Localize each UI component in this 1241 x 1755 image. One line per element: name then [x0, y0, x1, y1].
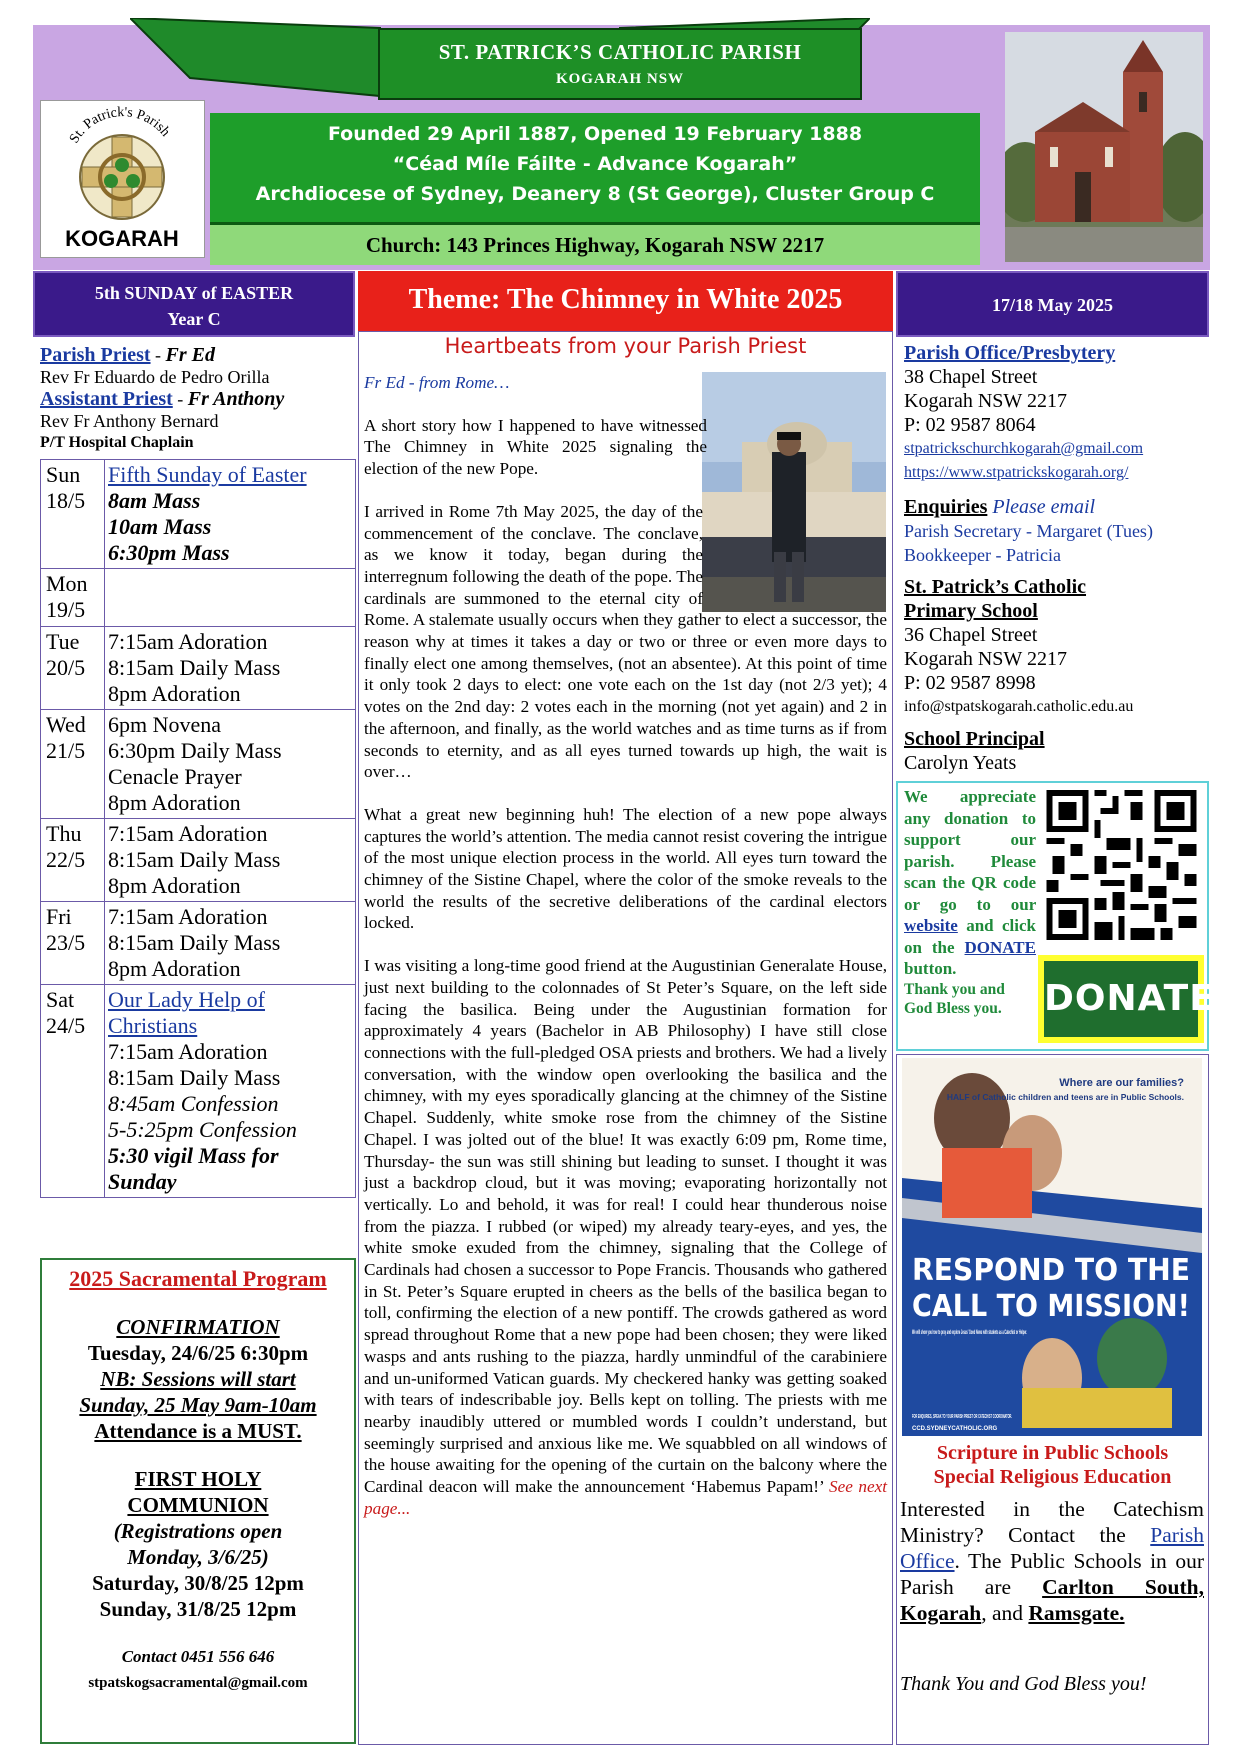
celtic-cross-icon — [41, 101, 204, 257]
school-title-1: St. Patrick’s Catholic — [904, 576, 1087, 598]
donation-text-2: and click on the — [904, 916, 1037, 957]
school-suburb: Kogarah NSW 2217 — [904, 648, 1067, 670]
sacramental-title: 2025 Sacramental Program — [69, 1266, 327, 1291]
sre-text — [900, 1496, 1204, 1626]
schedule-event: 5:30 vigil Mass for Sunday — [108, 1143, 279, 1194]
schedule-event: 8am Mass — [108, 488, 201, 513]
article-paragraph — [364, 501, 887, 783]
parish-name-banner — [378, 28, 862, 100]
schedule-day-date: 21/5 — [46, 738, 86, 763]
poster-question: Where are our families? — [1059, 1077, 1184, 1089]
office-street: 38 Chapel Street — [904, 366, 1038, 388]
liturgical-sunday-box — [33, 271, 355, 337]
fhc-date-2: Sunday, 31/8/25 12pm — [99, 1597, 297, 1621]
sre-text-2: . The Public Schools in our Parish are — [900, 1549, 1204, 1599]
schedule-event: 6:30pm Daily Mass — [108, 738, 282, 763]
sre-school-kogarah: Kogarah — [900, 1601, 982, 1625]
theme-title: Theme: The Chimney in White 2025 — [358, 271, 893, 331]
church-address: Church: 143 Princes Highway, Kogarah NSW 2217 — [210, 225, 980, 265]
office-title[interactable]: Parish Office/Presbytery — [904, 342, 1116, 364]
schedule-event: 6pm Novena — [108, 712, 222, 737]
donation-text-3: button. — [904, 959, 957, 978]
parish-office-section — [904, 341, 1204, 775]
schedule-event: 8pm Adoration — [108, 790, 241, 815]
donation-thanks: Thank you and God Bless you. — [904, 980, 1005, 1017]
sacramental-email[interactable]: stpatskogsacramental@gmail.com — [88, 1675, 308, 1691]
enquiries-note: Please email — [992, 496, 1096, 518]
call-to-mission-poster — [902, 1058, 1202, 1436]
parish-location: KOGARAH NSW — [555, 71, 685, 87]
article-paragraph: What a great new beginning huh! The election of a new pope always captures the world’s attention. The media cannot resist covering the intrigue of the most unique election process in the world. All eyes turn toward the chimney of the Sistine Chapel, where the color of the smoke reveals to the world the results of the secretive deliberations of the cardinal electors locked. — [364, 804, 887, 933]
donate-button[interactable]: DONATE — [1044, 961, 1198, 1037]
schedule-day-date: 23/5 — [46, 930, 86, 955]
article-paragraph-text: I arrived in Rome 7th May 2025, the day of the commencement of the conclave. The conclave, as we know it today, began during the interregnum following the death of the pope. The cardinals are summoned to the eternal city of Rome. A stalemate usually occurs when they gather to elect a successor, the reason why at times it takes a day or two or three or even more days to finally elect one among themselves, (not an absentee). At this point of time it only took 2 days to elect: one vote each on the 1st day (not 2/3 yet); 4 votes on the 2nd day: 2 votes each in the morning (not yet again) and 2 in the afternoon, and finally, as the world watches and as time turns as if from seconds to eternity, and as all eyes turned towards up high, the wait is over… — [364, 501, 887, 782]
sre-thanks: Thank You and God Bless you! — [900, 1673, 1147, 1695]
founded-text: Founded 29 April 1887, Opened 19 February 1888 — [327, 123, 863, 145]
parish-name: ST. PATRICK’S CATHOLIC PARISH — [438, 40, 802, 64]
article-body — [364, 372, 887, 1540]
school-title-2: Primary School — [904, 600, 1038, 622]
school-phone: P: 02 9587 8998 — [904, 672, 1036, 694]
schedule-day — [41, 985, 105, 1198]
assistant-priest-name: Rev Fr Anthony Bernard — [40, 411, 219, 431]
parish-priest-short: Fr Ed — [165, 344, 215, 366]
church-photo — [1005, 32, 1203, 262]
confirmation-nb: NB: Sessions will start — [100, 1367, 296, 1391]
schedule-event: 8pm Adoration — [108, 873, 241, 898]
motto-text: “Céad Míle Fáilte - Advance Kogarah” — [392, 153, 798, 175]
schedule-day-date: 19/5 — [46, 597, 86, 622]
fhc-date-1: Saturday, 30/8/25 12pm — [92, 1571, 304, 1595]
confirmation-attendance: Attendance is a MUST. — [94, 1419, 302, 1443]
schedule-event: 8:45am Confession — [108, 1091, 279, 1116]
donation-donate-link[interactable]: DONATE — [964, 937, 1036, 957]
schedule-row — [41, 710, 356, 819]
enquiries-heading: Enquiries — [904, 496, 988, 518]
schedule-day — [41, 627, 105, 710]
donation-text-1: We appreciate any donation to support our parish. Please scan the QR code or go to our — [904, 787, 1036, 914]
schedule-day-name: Tue — [46, 629, 80, 654]
office-suburb: Kogarah NSW 2217 — [904, 390, 1067, 412]
principal-heading: School Principal — [904, 728, 1045, 750]
poster-graphic — [902, 1058, 1202, 1436]
schedule-event: 8pm Adoration — [108, 681, 241, 706]
schedule-day — [41, 819, 105, 902]
poster-headline-1: RESPOND TO THE — [912, 1253, 1190, 1288]
sre-parish-office-link[interactable]: Parish Office — [900, 1523, 1204, 1573]
schedule-events — [105, 627, 356, 710]
chaplain-note: P/T Hospital Chaplain — [40, 434, 194, 451]
schedule-event: Cenacle Prayer — [108, 764, 242, 789]
parish-priest-link[interactable]: Parish Priest — [40, 344, 151, 366]
sre-school-ramsgate: Ramsgate. — [1028, 1601, 1125, 1625]
schedule-day-date: 20/5 — [46, 655, 86, 680]
schedule-event: 6:30pm Mass — [108, 540, 230, 565]
schedule-day — [41, 902, 105, 985]
schedule-day-name: Fri — [46, 904, 72, 929]
clergy-section: Parish Priest - Fr Ed Rev Fr Eduardo de Pedro Orilla Assistant Priest - Fr Anthony Rev Fr Anthony Bernard P/T Hospital Chaplain — [40, 344, 358, 454]
sre-title-1: Scripture in Public Schools — [936, 1442, 1169, 1464]
confirmation-session: Sunday, 25 May 9am-10am — [79, 1393, 317, 1417]
fhc-registration-2: Monday, 3/6/25) — [127, 1545, 269, 1569]
sunday-title: 5th SUNDAY of EASTER — [94, 283, 294, 303]
schedule-day-name: Wed — [46, 712, 86, 737]
schedule-row — [41, 569, 356, 627]
parish-logo — [40, 100, 205, 258]
office-email-link[interactable]: stpatrickschurchkogarah@gmail.com — [904, 440, 1144, 457]
see-next-page-link[interactable]: See next page... — [364, 1477, 887, 1518]
schedule-events — [105, 710, 356, 819]
article-paragraph — [364, 955, 887, 1519]
schedule-event: 8pm Adoration — [108, 956, 241, 981]
schedule-row — [41, 627, 356, 710]
sre-title — [896, 1441, 1209, 1489]
schedule-events — [105, 460, 356, 569]
schedule-events — [105, 985, 356, 1198]
sre-title-2: Special Religious Education — [933, 1466, 1172, 1488]
sre-text-3: , and — [981, 1601, 1024, 1625]
article-from: Fr Ed - from Rome… — [364, 373, 510, 392]
schedule-row — [41, 985, 356, 1198]
schedule-event: 5-5:25pm Confession — [108, 1117, 297, 1142]
poster-subtext: We will show you how to pray and explore Jesus’ Good News with students as a Catechist or Helper. — [912, 1330, 1028, 1336]
sre-text-1: Interested in the Catechism Ministry? Contact the — [900, 1497, 1204, 1547]
school-email[interactable]: info@stpatskogarah.catholic.edu.au — [904, 698, 1134, 715]
schedule-day — [41, 710, 105, 819]
logo-ring-text: St. Patrick's Parish — [66, 105, 173, 147]
assistant-priest-link[interactable]: Assistant Priest — [40, 388, 173, 410]
qr-code-icon[interactable] — [1045, 790, 1198, 940]
schedule-event: 7:15am Adoration — [108, 629, 268, 654]
schedule-event: 7:15am Adoration — [108, 904, 268, 929]
sacramental-program-box — [40, 1258, 356, 1744]
feast-day-link[interactable]: Our Lady Help of Christians — [108, 987, 266, 1038]
sacramental-contact: Contact 0451 556 646 — [121, 1647, 275, 1666]
schedule-events — [105, 902, 356, 985]
parish-priest-name: Rev Fr Eduardo de Pedro Orilla — [40, 367, 270, 387]
confirmation-heading: CONFIRMATION — [116, 1315, 280, 1339]
article-paragraph: A short story how I happened to have witnessed The Chimney in White 2025 signaling the election of the new Pope. — [364, 415, 707, 479]
schedule-event: 10am Mass — [108, 514, 212, 539]
fhc-heading-1: FIRST HOLY — [134, 1467, 262, 1491]
article-heading: Heartbeats from your Parish Priest — [444, 334, 807, 358]
schedule-day-name: Thu — [46, 821, 82, 846]
secretary-text: Parish Secretary - Margaret (Tues) — [904, 521, 1153, 541]
poster-url: CCD.SYDNEYCATHOLIC.ORG — [912, 1426, 998, 1432]
schedule-row — [41, 902, 356, 985]
bulletin-date: 17/18 May 2025 — [896, 271, 1209, 337]
poster-headline-2: CALL TO MISSION! — [912, 1289, 1190, 1324]
schedule-day — [41, 569, 105, 627]
schedule-day-name: Sun — [46, 462, 81, 487]
donation-text — [904, 786, 1036, 1018]
bookkeeper-text: Bookkeeper - Patricia — [904, 545, 1061, 565]
logo-text: KOGARAH — [65, 226, 179, 251]
feast-day-link[interactable]: Fifth Sunday of Easter — [108, 462, 307, 487]
schedule-day-name: Sat — [46, 987, 75, 1012]
schedule-event: 7:15am Adoration — [108, 821, 268, 846]
parish-info-box — [210, 113, 980, 225]
schedule-event: 8:15am Daily Mass — [108, 1065, 281, 1090]
donation-website-link[interactable]: website — [904, 916, 958, 935]
article-paragraph-text: I was visiting a long-time good friend at the Augustinian Generalate House, just next building to the colonnades of St Peter’s Square, on the left side facing the basilica. Being under the Augustinian formation for approximately 4 years (Bachelor in AB Philosophy) I have still close connections with the full-pledged OSA priests and brothers. We had a lively conversation, with the window open overlooking the basilica and the chimney, with my eyes sporadically glancing at the chimney of the Sistine Chapel. Suddenly, white smoke rose from the chimney of the Sistine Chapel. I was jolted out of the blue! It was exactly 6:09 pm, Rome time, Thursday- the sun was still shining but leading to sunset. I thought it was just a backdrop cloud, but it was moving; evaporating horizontally not vertically. Lo and behold, it was for real! I could hear thunderous noise from the piazza. I rubbed (or wiped) my already teary-eyes, and yes, the white smoke exuded from the chimney, signaling that the College of Cardinals had chosen a successor to Pope Francis. Thousands who gathered in St. Peter’s Square erupted in cheers as the bells of the basilica began to toll, confirming the election of a new pontiff. The crowds gathered as word spread throughout Rome that a new pope had been chosen; they were liked wasps and ants rushing to the piazza, hardly unmindful of the carabiniere and un-uniformed Vatican guards. My checkered hanky was getting soaked with tears of indescribable joy. Bells kept on tolling. The priests with me nearby inaudibly uttered or mumbled words I couldn’t understand, but seemingly surprised and anxious like me. We squabbled on all windows of the house awaiting for the opening of the curtain on the balcony where the Cardinal deacon will make the announcement ‘Habemus Papam!’ — [364, 956, 887, 1497]
sunday-year: Year C — [167, 309, 221, 329]
schedule-event: 8:15am Daily Mass — [108, 655, 281, 680]
principal-name: Carolyn Yeats — [904, 752, 1017, 774]
poster-enquiries: FOR ENQUIRIES, SPEAK TO YOUR PARISH PRIEST OR CATECHIST COORDINATOR. — [912, 1414, 1013, 1420]
schedule-events — [105, 819, 356, 902]
schedule-event: 7:15am Adoration — [108, 1039, 268, 1064]
schedule-row — [41, 819, 356, 902]
office-phone: P: 02 9587 8064 — [904, 414, 1036, 436]
archdiocese-text: Archdiocese of Sydney, Deanery 8 (St George), Cluster Group C — [255, 183, 935, 205]
schedule-row — [41, 460, 356, 569]
school-street: 36 Chapel Street — [904, 624, 1038, 646]
assistant-priest-short: Fr Anthony — [187, 388, 285, 410]
office-website-link[interactable]: https://www.stpatrickskogarah.org/ — [904, 464, 1129, 481]
fhc-registration-1: (Registrations open — [113, 1519, 283, 1543]
schedule-day-name: Mon — [46, 571, 88, 596]
mass-schedule-table — [40, 459, 356, 1198]
schedule-day — [41, 460, 105, 569]
sre-school-carlton: Carlton South, — [1042, 1575, 1204, 1599]
schedule-day-date: 18/5 — [46, 488, 86, 513]
schedule-event: 8:15am Daily Mass — [108, 930, 281, 955]
fhc-heading-2: COMMUNION — [127, 1493, 269, 1517]
confirmation-date: Tuesday, 24/6/25 6:30pm — [87, 1341, 309, 1365]
poster-stat: HALF of Catholic children and teens are in Public Schools. — [946, 1092, 1184, 1102]
schedule-day-date: 24/5 — [46, 1013, 86, 1038]
schedule-event: 8:15am Daily Mass — [108, 847, 281, 872]
schedule-day-date: 22/5 — [46, 847, 86, 872]
schedule-events — [105, 569, 356, 627]
